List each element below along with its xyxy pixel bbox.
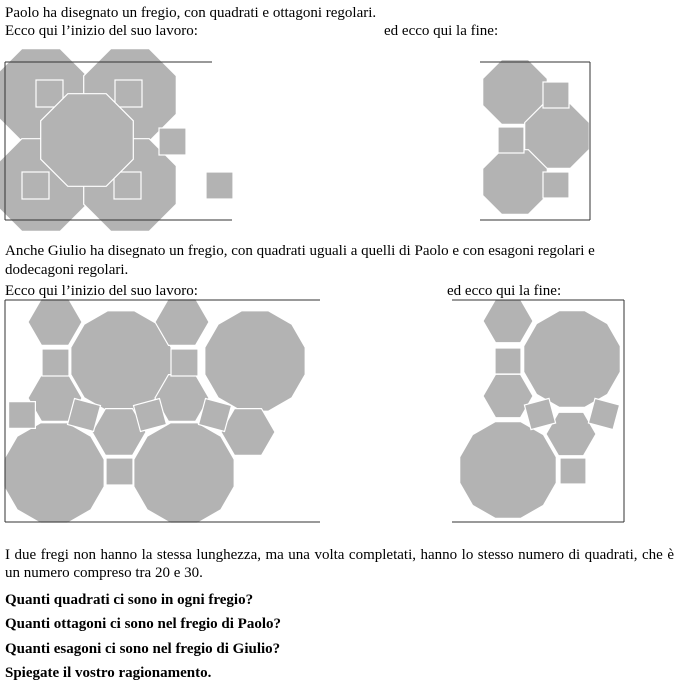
square [171,349,198,376]
dodecagon [460,422,557,519]
giulio-frieze-start [4,299,320,524]
paolo-frieze-end [480,60,590,220]
giulio-frieze-end [452,299,624,522]
giulio-start-caption: Ecco qui l’inizio del suo lavoro: [5,283,198,299]
giulio-intro-text-cont: dodecagoni regolari. [5,262,129,278]
square [543,172,569,198]
problem-statement: I due fregi non hanno la stessa lunghezza, ma una volta completati, hanno lo stesso numero di quadrati, che è un numero compreso tra 20 e 30. [5,547,674,581]
octagon [41,94,134,187]
square [495,348,521,374]
square [9,402,36,429]
dodecagon [524,311,621,408]
square [543,82,569,108]
hexagon [483,299,533,342]
hexagon [28,299,82,346]
paolo-start-caption: Ecco qui l’inizio del suo lavoro: [5,23,198,39]
question-hexagons: Quanti esagoni ci sono nel fregio di Giulio? [5,641,281,657]
square [159,128,186,155]
paolo-intro-text: Paolo ha disegnato un fregio, con quadrati e ottagoni regolari. [5,5,377,21]
square [42,349,69,376]
square [22,172,49,199]
dodecagon [205,311,305,411]
dodecagon [4,423,104,523]
dodecagon [134,423,234,523]
paolo-frieze-start [0,49,233,232]
square [115,80,142,107]
question-explain: Spiegate il vostro ragionamento. [5,665,212,681]
square [560,458,586,484]
giulio-end-caption: ed ecco qui la fine: [447,283,562,299]
question-octagons: Quanti ottagoni ci sono nel fregio di Paolo? [5,616,281,632]
square [206,172,233,199]
octagon [483,150,548,215]
paolo-end-caption: ed ecco qui la fine: [384,23,499,39]
square [498,127,524,153]
giulio-intro-text: Anche Giulio ha disegnato un fregio, con quadrati uguali a quelli di Paolo e con esagoni regolari e [5,243,595,259]
square [106,458,133,485]
question-squares: Quanti quadrati ci sono in ogni fregio? [5,592,254,608]
square [114,172,141,199]
